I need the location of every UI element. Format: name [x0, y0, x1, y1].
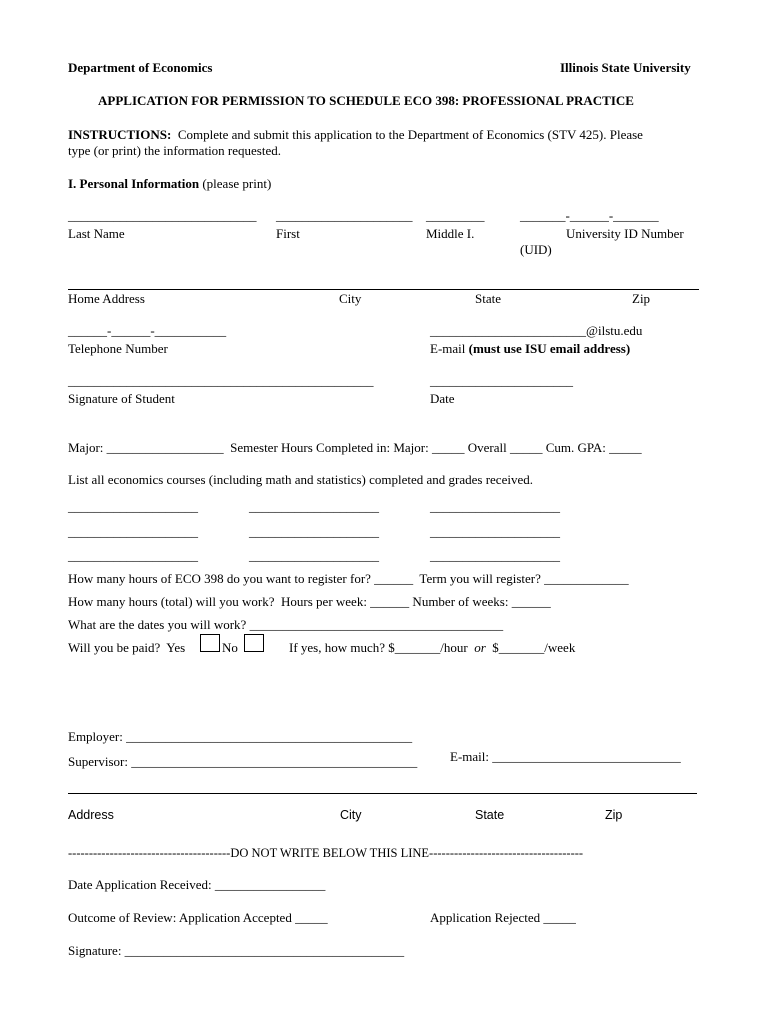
section-heading: I. Personal Information (please print) [68, 176, 272, 191]
last-name-field[interactable]: _____________________________ [68, 208, 257, 223]
course-blank[interactable]: ____________________ [68, 499, 198, 514]
course-blank[interactable]: ____________________ [249, 524, 379, 539]
middle-initial-field[interactable]: _________ [426, 208, 485, 223]
email-label: E-mail (must use ISU email address) [430, 341, 631, 356]
paid-no-checkbox[interactable] [244, 634, 264, 652]
zip-label: Zip [632, 291, 651, 306]
eco398-hours-question[interactable]: How many hours of ECO 398 do you want to register for? ______ Term you will register? _____________ [68, 571, 629, 586]
courses-prompt: List all economics courses (including math and statistics) completed and grades received. [68, 472, 533, 487]
employer-city-label: City [340, 808, 362, 822]
employer-field[interactable]: Employer: ____________________________________________ [68, 729, 413, 744]
course-blank[interactable]: ____________________ [430, 499, 560, 514]
telephone-label: Telephone Number [68, 341, 168, 356]
supervisor-email-field[interactable]: E-mail: _____________________________ [450, 749, 681, 764]
middle-initial-label: Middle I. [426, 226, 475, 241]
date-received-field[interactable]: Date Application Received: _________________ [68, 877, 326, 892]
supervisor-field[interactable]: Supervisor: ____________________________________________ [68, 754, 418, 769]
city-label: City [339, 291, 362, 306]
university-name: Illinois State University [560, 60, 691, 75]
pay-amount-line: If yes, how much? $_______/hour or $_______/week [289, 640, 576, 655]
employer-zip-label: Zip [605, 808, 623, 822]
department-name: Department of Economics [68, 60, 213, 75]
email-field[interactable]: ________________________@ilstu.edu [430, 323, 643, 338]
first-name-field[interactable]: _____________________ [276, 208, 413, 223]
state-label: State [475, 291, 501, 306]
last-name-label: Last Name [68, 226, 125, 241]
reviewer-signature-field[interactable]: Signature: ___________________________________________ [68, 943, 405, 958]
employer-state-label: State [475, 808, 505, 822]
paid-no-label: No [222, 640, 238, 655]
paid-yes-checkbox[interactable] [200, 634, 220, 652]
outcome-accepted-field[interactable]: Outcome of Review: Application Accepted _____ [68, 910, 328, 925]
course-blank[interactable]: ____________________ [249, 548, 379, 563]
telephone-field[interactable]: ______-______-___________ [68, 323, 227, 338]
uid-label-abbr: (UID) [520, 242, 552, 257]
course-blank[interactable]: ____________________ [430, 548, 560, 563]
home-address-field[interactable] [68, 289, 699, 290]
course-blank[interactable]: ____________________ [68, 548, 198, 563]
paid-question: Will you be paid? Yes [68, 640, 186, 655]
employer-address-label: Address [68, 808, 114, 822]
work-dates-question[interactable]: What are the dates you will work? _______________________________________ [68, 617, 504, 632]
student-signature-label: Signature of Student [68, 391, 175, 406]
page-title: APPLICATION FOR PERMISSION TO SCHEDULE ECO 398: PROFESSIONAL PRACTICE [98, 93, 634, 108]
employer-address-field[interactable] [68, 793, 697, 794]
date-label: Date [430, 391, 455, 406]
course-blank[interactable]: ____________________ [249, 499, 379, 514]
office-use-divider: ---------------------------------------DO NOT WRITE BELOW THIS LINE------------------------------------- [68, 846, 584, 860]
instructions-line2: type (or print) the information requested. [68, 143, 281, 158]
home-address-label: Home Address [68, 291, 145, 306]
first-name-label: First [276, 226, 300, 241]
course-blank[interactable]: ____________________ [430, 524, 560, 539]
uid-label: University ID Number [566, 226, 684, 241]
date-field[interactable]: ______________________ [430, 373, 573, 388]
major-hours-gpa-line[interactable]: Major: __________________ Semester Hours Completed in: Major: _____ Overall _____ Cum. GPA: _____ [68, 440, 642, 455]
work-hours-question[interactable]: How many hours (total) will you work? Hours per week: ______ Number of weeks: ______ [68, 594, 551, 609]
student-signature-field[interactable]: _______________________________________________ [68, 373, 374, 388]
outcome-rejected-field[interactable]: Application Rejected _____ [430, 910, 576, 925]
course-blank[interactable]: ____________________ [68, 524, 198, 539]
instructions-label: INSTRUCTIONS: [68, 127, 172, 142]
instructions [68, 127, 643, 143]
instructions-line1: Complete and submit this application to the Department of Economics (STV 425). Please [171, 127, 643, 142]
uid-field[interactable]: _______-______-_______ [520, 208, 659, 223]
